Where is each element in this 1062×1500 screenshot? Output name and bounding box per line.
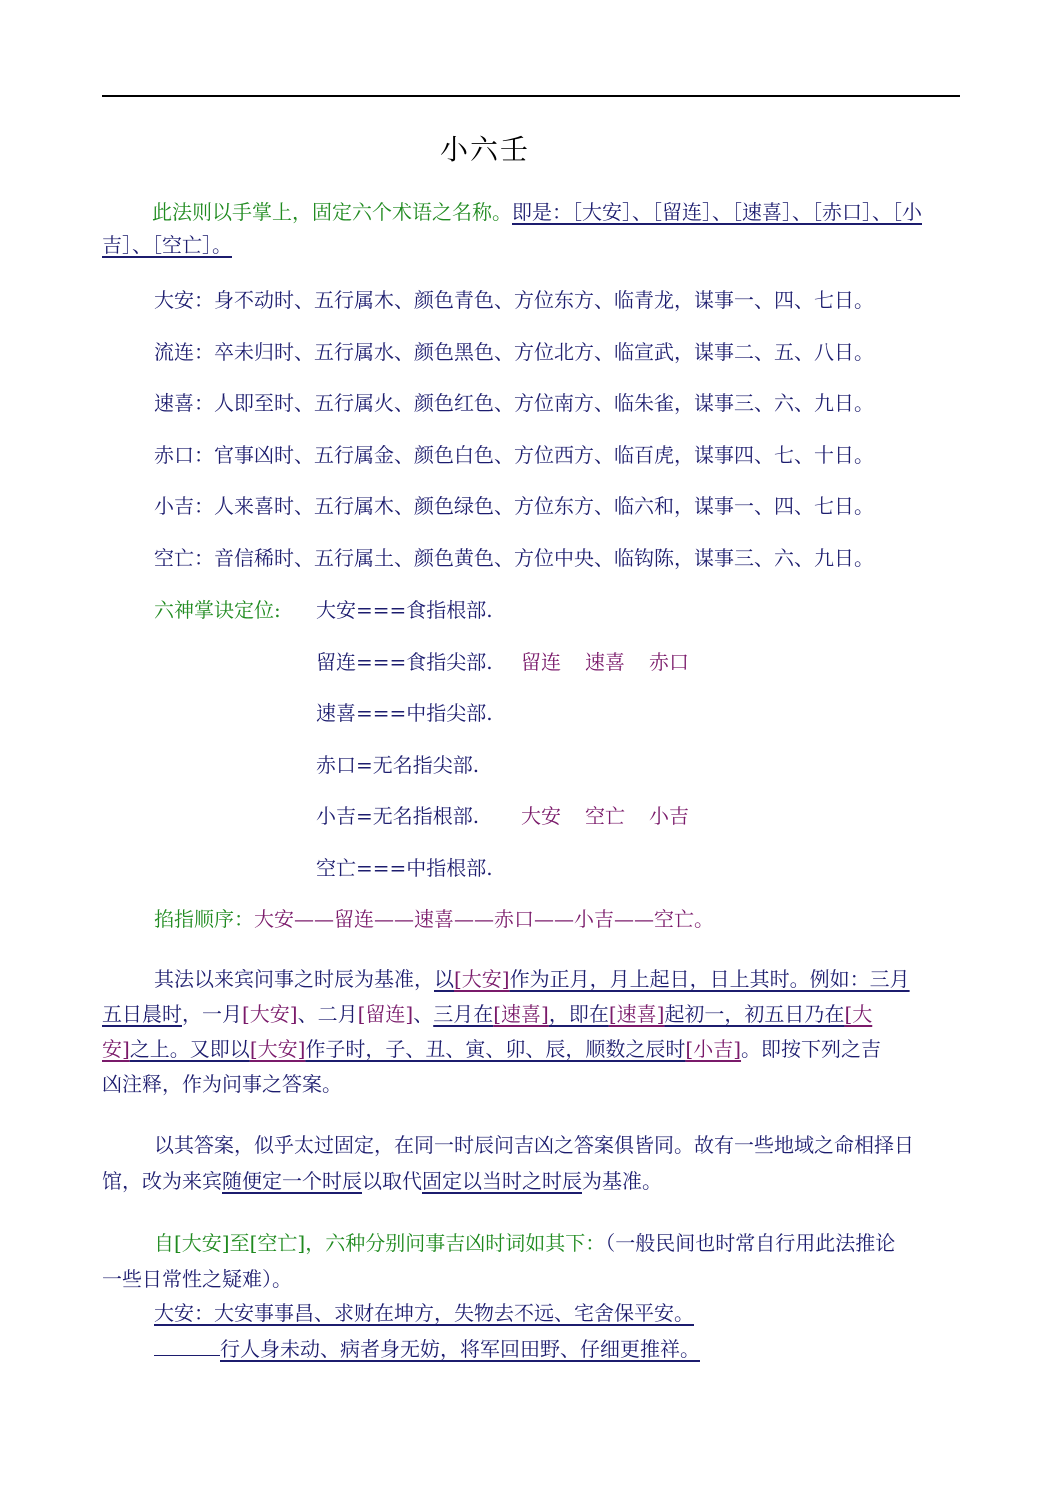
palm-position-1: 大安===食指根部. [316,598,493,622]
method-text: 三月在 [433,1002,494,1026]
method-text: 作子时，子、丑、寅、卯、辰，顺数之辰时 [305,1037,686,1061]
definition-chikou: 赤口：官事凶时、五行属金、颜色白色、方位西方、临百虎，谋事四、七、十日。 [154,443,874,467]
method-text: 之上。又即以 [129,1037,250,1061]
method-text: 以取代 [362,1169,422,1193]
method-text: 。即按下列之吉 [741,1037,882,1061]
method-text: 、二月 [297,1002,358,1026]
method-text: 起初一，初五日乃在 [664,1002,845,1026]
method-term: [大 [844,1002,873,1026]
finger-order [154,903,714,935]
method-text: ，即在 [548,1002,609,1026]
palm-grid-top-1: 留连 [521,650,561,674]
palm-position-6: 空亡===中指根部. [316,856,493,880]
intro-text-b: 即是：［大安］、［留连］、［速喜］、［赤口］、［小 [512,200,922,224]
definition-kongwang: 空亡：音信稀时、五行属土、颜色黄色、方位中央、临钩陈，谋事三、六、九日。 [154,546,874,570]
finger-order-label: 掐指顺序： [154,907,254,931]
definition-daan: 大安：身不动时、五行属木、颜色青色、方位东方、临青龙，谋事一、四、七日。 [154,288,874,312]
method-term: [速喜] [608,1002,665,1026]
palm-position-4: 赤口=无名指尖部. [316,753,480,777]
page-title: 小六壬 [439,133,530,166]
method-text: 作为正月，月上起日，日上其时。例如：三月 [509,967,910,991]
method-text: ，一月 [182,1002,242,1026]
definition-xiaoji: 小吉：人来喜时、五行属木、颜色绿色、方位东方、临六和，谋事一、四、七日。 [154,494,874,518]
method-text: 固定以当时之时辰 [422,1169,582,1193]
method-p1-line-4: 凶注释，作为问事之答案。 [102,1072,342,1096]
palm-label: 六神掌诀定位: [154,598,281,622]
palm-grid-top-2: 速喜 [585,650,625,674]
header-rule [102,95,960,97]
divination-intro-line-2: 一些日常性之疑难）。 [102,1267,292,1291]
intro-line-1 [102,196,922,228]
method-text: 随便定一个时辰 [222,1169,362,1193]
definition-suxi: 速喜：人即至时、五行属火、颜色红色、方位南方、临朱雀，谋事三、六、九日。 [154,391,874,415]
method-text: 其法以来宾问事之时辰为基准， [154,967,434,991]
finger-order-sequence: 大安——留连——速喜——赤口——小吉——空亡。 [254,907,714,931]
method-term: [大安] [454,967,510,991]
intro-text-a: 此法则以手掌上，固定六个术语之名称。 [152,200,512,224]
method-text: 馆，改为来宾 [102,1169,222,1193]
divination-daan-line-1: 大安：大安事事昌、求财在坤方，失物去不远、宅舍保平安。 [154,1301,694,1325]
method-text: 五日晨时 [102,1002,182,1026]
method-term: [速喜] [493,1002,549,1026]
indent-underline [154,1335,220,1356]
divination-daan-text: 行人身未动、病者身无妨，将军回田野、仔细更推祥。 [220,1337,700,1361]
definition-liulian: 流连：卒未归时、五行属水、颜色黑色、方位北方、临宣武，谋事二、五、八日。 [154,340,874,364]
method-term: [小吉] [685,1037,742,1061]
palm-grid-top-3: 赤口 [649,650,689,674]
method-text: 以 [434,967,454,991]
method-p2-line-2 [102,1165,662,1197]
method-text: 为基准。 [582,1169,662,1193]
method-term: 安] [102,1037,130,1061]
palm-grid-bottom-2: 空亡 [585,804,625,828]
method-p1-line-3 [102,1033,881,1065]
palm-grid-bottom-3: 小吉 [649,804,689,828]
method-term: [留连] [357,1002,414,1026]
palm-grid-bottom-1: 大安 [521,804,561,828]
method-text: 、 [413,1002,434,1026]
palm-position-5: 小吉=无名指根部. [316,804,480,828]
intro-line-2: 吉］、［空亡］。 [102,233,232,257]
method-term: [大安] [242,1002,298,1026]
divination-intro-text: （一般民间也时常自行用此法推论 [605,1231,896,1255]
method-p1-line-2 [102,998,872,1030]
method-term: [大安] [249,1037,306,1061]
divination-daan-line-2 [154,1333,700,1365]
divination-intro-line-1 [154,1227,895,1259]
method-p1-line-1 [154,963,910,995]
method-p2-line-1: 以其答案，似乎太过固定，在同一时辰问吉凶之答案俱皆同。故有一些地域之命相择日 [154,1133,914,1157]
divination-intro-text: 自[大安]至[空亡]，六种分别问事吉凶时词如其下： [154,1231,606,1255]
palm-position-3: 速喜===中指尖部. [316,701,493,725]
palm-position-2: 留连===食指尖部. [316,650,493,674]
